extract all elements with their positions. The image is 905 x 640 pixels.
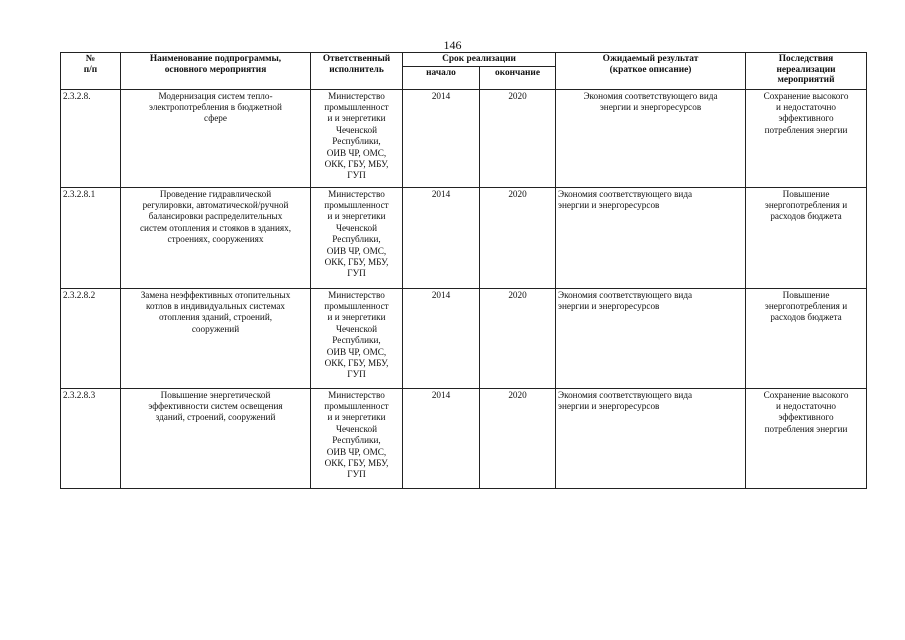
row-result: Экономия соответствующего вида энергии и энергоресурсов bbox=[556, 288, 746, 388]
table-row bbox=[61, 89, 867, 187]
row-num: 2.3.2.8.3 bbox=[61, 388, 121, 488]
row-result: Экономия соответствующего вида энергии и энергоресурсов bbox=[556, 187, 746, 288]
header-consequences: Последствия нереализации мероприятий bbox=[746, 53, 867, 90]
measures-table bbox=[60, 52, 867, 489]
header-end: окончание bbox=[480, 66, 556, 89]
header-row bbox=[61, 53, 867, 67]
header-name: Наименование подпрограммы, основного мероприятия bbox=[121, 53, 311, 90]
row-consequences: Сохранение высокого и недостаточно эффективного потребления энергии bbox=[746, 89, 867, 187]
page-number: 146 bbox=[443, 38, 462, 52]
row-consequences: Повышение энергопотребления и расходов бюджета bbox=[746, 187, 867, 288]
row-executor: Министерство промышленност и и энергетики Чеченской Республики, ОИВ ЧР, ОМС, ОКК, ГБУ, МБУ, ГУП bbox=[311, 288, 403, 388]
row-start: 2014 bbox=[403, 187, 480, 288]
row-start: 2014 bbox=[403, 288, 480, 388]
row-end: 2020 bbox=[480, 89, 556, 187]
header-start: начало bbox=[403, 66, 480, 89]
row-end: 2020 bbox=[480, 388, 556, 488]
header-result: Ожидаемый результат (краткое описание) bbox=[556, 53, 746, 90]
row-executor: Министерство промышленност и и энергетики Чеченской Республики, ОИВ ЧР, ОМС, ОКК, ГБУ, МБУ, ГУП bbox=[311, 89, 403, 187]
row-end: 2020 bbox=[480, 187, 556, 288]
row-name: Проведение гидравлической регулировки, автоматической/ручной балансировки распределительных систем отопления и стояков в зданиях, строениях, сооружениях bbox=[121, 187, 311, 288]
row-start: 2014 bbox=[403, 388, 480, 488]
row-end: 2020 bbox=[480, 288, 556, 388]
row-name: Повышение энергетической эффективности систем освещения зданий, строений, сооружений bbox=[121, 388, 311, 488]
row-name: Модернизация систем тепло- электропотребления в бюджетной сфере bbox=[121, 89, 311, 187]
header-period: Срок реализации bbox=[403, 53, 556, 67]
row-num: 2.3.2.8.2 bbox=[61, 288, 121, 388]
row-consequences: Сохранение высокого и недостаточно эффективного потребления энергии bbox=[746, 388, 867, 488]
table-row bbox=[61, 388, 867, 488]
row-result: Экономия соответствующего вида энергии и энергоресурсов bbox=[556, 388, 746, 488]
row-num: 2.3.2.8. bbox=[61, 89, 121, 187]
table-row bbox=[61, 288, 867, 388]
row-name: Замена неэффективных отопительных котлов в индивидуальных системах отопления зданий, строений, сооружений bbox=[121, 288, 311, 388]
row-result: Экономия соответствующего вида энергии и энергоресурсов bbox=[556, 89, 746, 187]
row-executor: Министерство промышленност и и энергетики Чеченской Республики, ОИВ ЧР, ОМС, ОКК, ГБУ, МБУ, ГУП bbox=[311, 187, 403, 288]
row-executor: Министерство промышленност и и энергетики Чеченской Республики, ОИВ ЧР, ОМС, ОКК, ГБУ, МБУ, ГУП bbox=[311, 388, 403, 488]
row-num: 2.3.2.8.1 bbox=[61, 187, 121, 288]
table-row bbox=[61, 187, 867, 288]
header-executor: Ответственный исполнитель bbox=[311, 53, 403, 90]
row-consequences: Повышение энергопотребления и расходов бюджета bbox=[746, 288, 867, 388]
header-num: № п/п bbox=[61, 53, 121, 90]
row-start: 2014 bbox=[403, 89, 480, 187]
